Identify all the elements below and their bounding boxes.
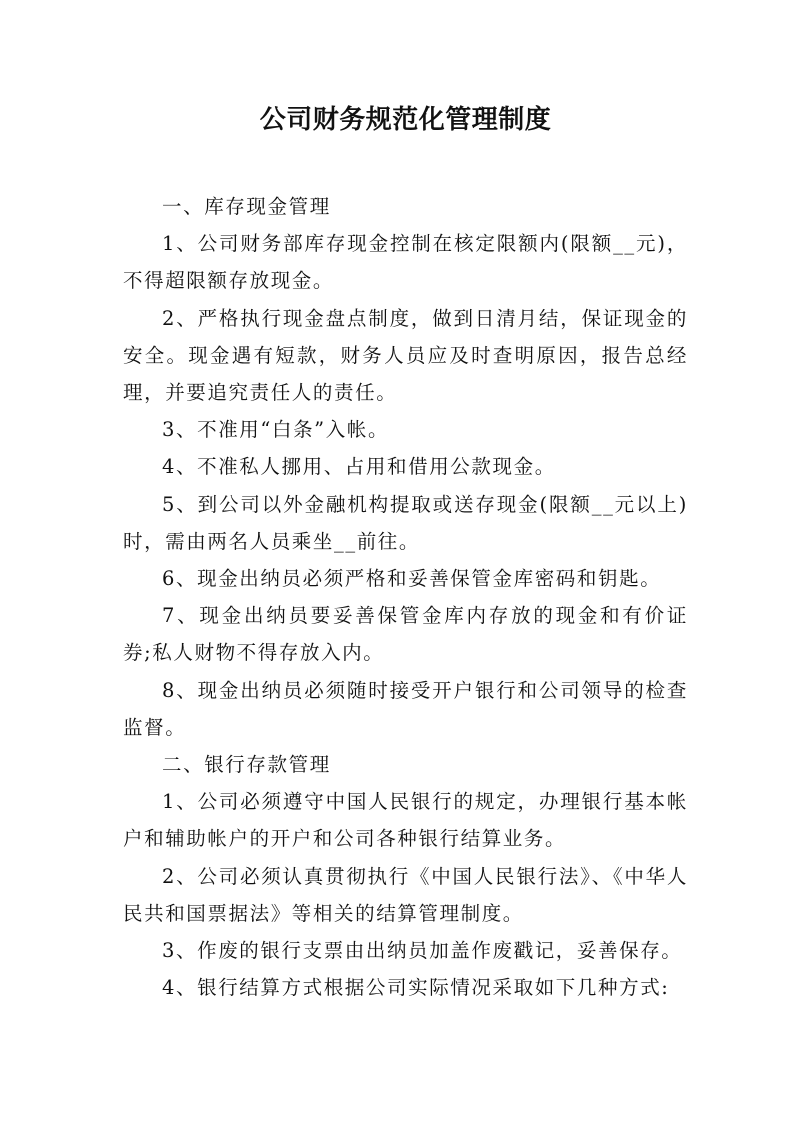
paragraph-cash-8: 8、现金出纳员必须随时接受开户银行和公司领导的检查监督。 xyxy=(123,678,688,739)
paragraph-bank-4: 4、银行结算方式根据公司实际情况采取如下几种方式: xyxy=(162,976,670,1000)
paragraph-bank-2: 2、公司必须认真贯彻执行《中国人民银行法》、《中华人民共和国票据法》等相关的结算管理制度。 xyxy=(123,864,688,925)
document-body xyxy=(123,188,688,1006)
paragraph-cash-2: 2、严格执行现金盘点制度，做到日清月结，保证现金的安全。现金遇有短款，财务人员应及时查明原因，报告总经理，并要追究责任人的责任。 xyxy=(123,306,688,405)
paragraph-cash-6: 6、现金出纳员必须严格和妥善保管金库密码和钥匙。 xyxy=(162,567,662,591)
paragraph-bank-3: 3、作废的银行支票由出纳员加盖作废戳记，妥善保存。 xyxy=(162,939,683,963)
document-title: 公司财务规范化管理制度 xyxy=(259,105,552,135)
section-heading-bank: 二、银行存款管理 xyxy=(162,753,331,777)
paragraph-cash-3: 3、不准用“白条”入帐。 xyxy=(162,418,390,442)
paragraph-cash-4: 4、不准私人挪用、占用和借用公款现金。 xyxy=(162,455,556,479)
section-heading-cash: 一、库存现金管理 xyxy=(162,195,331,218)
paragraph-cash-7: 7、现金出纳员要妥善保管金库内存放的现金和有价证券;私人财物不得存放入内。 xyxy=(123,604,688,665)
paragraph-bank-1: 1、公司必须遵守中国人民银行的规定，办理银行基本帐户和辅助帐户的开户和公司各种银行结算业务。 xyxy=(123,790,688,851)
paragraph-cash-5: 5、到公司以外金融机构提取或送存现金(限额__元以上)时，需由两名人员乘坐__前往。 xyxy=(123,492,688,553)
paragraph-cash-1: 1、公司财务部库存现金控制在核定限额内(限额__元)，不得超限额存放现金。 xyxy=(123,232,688,293)
